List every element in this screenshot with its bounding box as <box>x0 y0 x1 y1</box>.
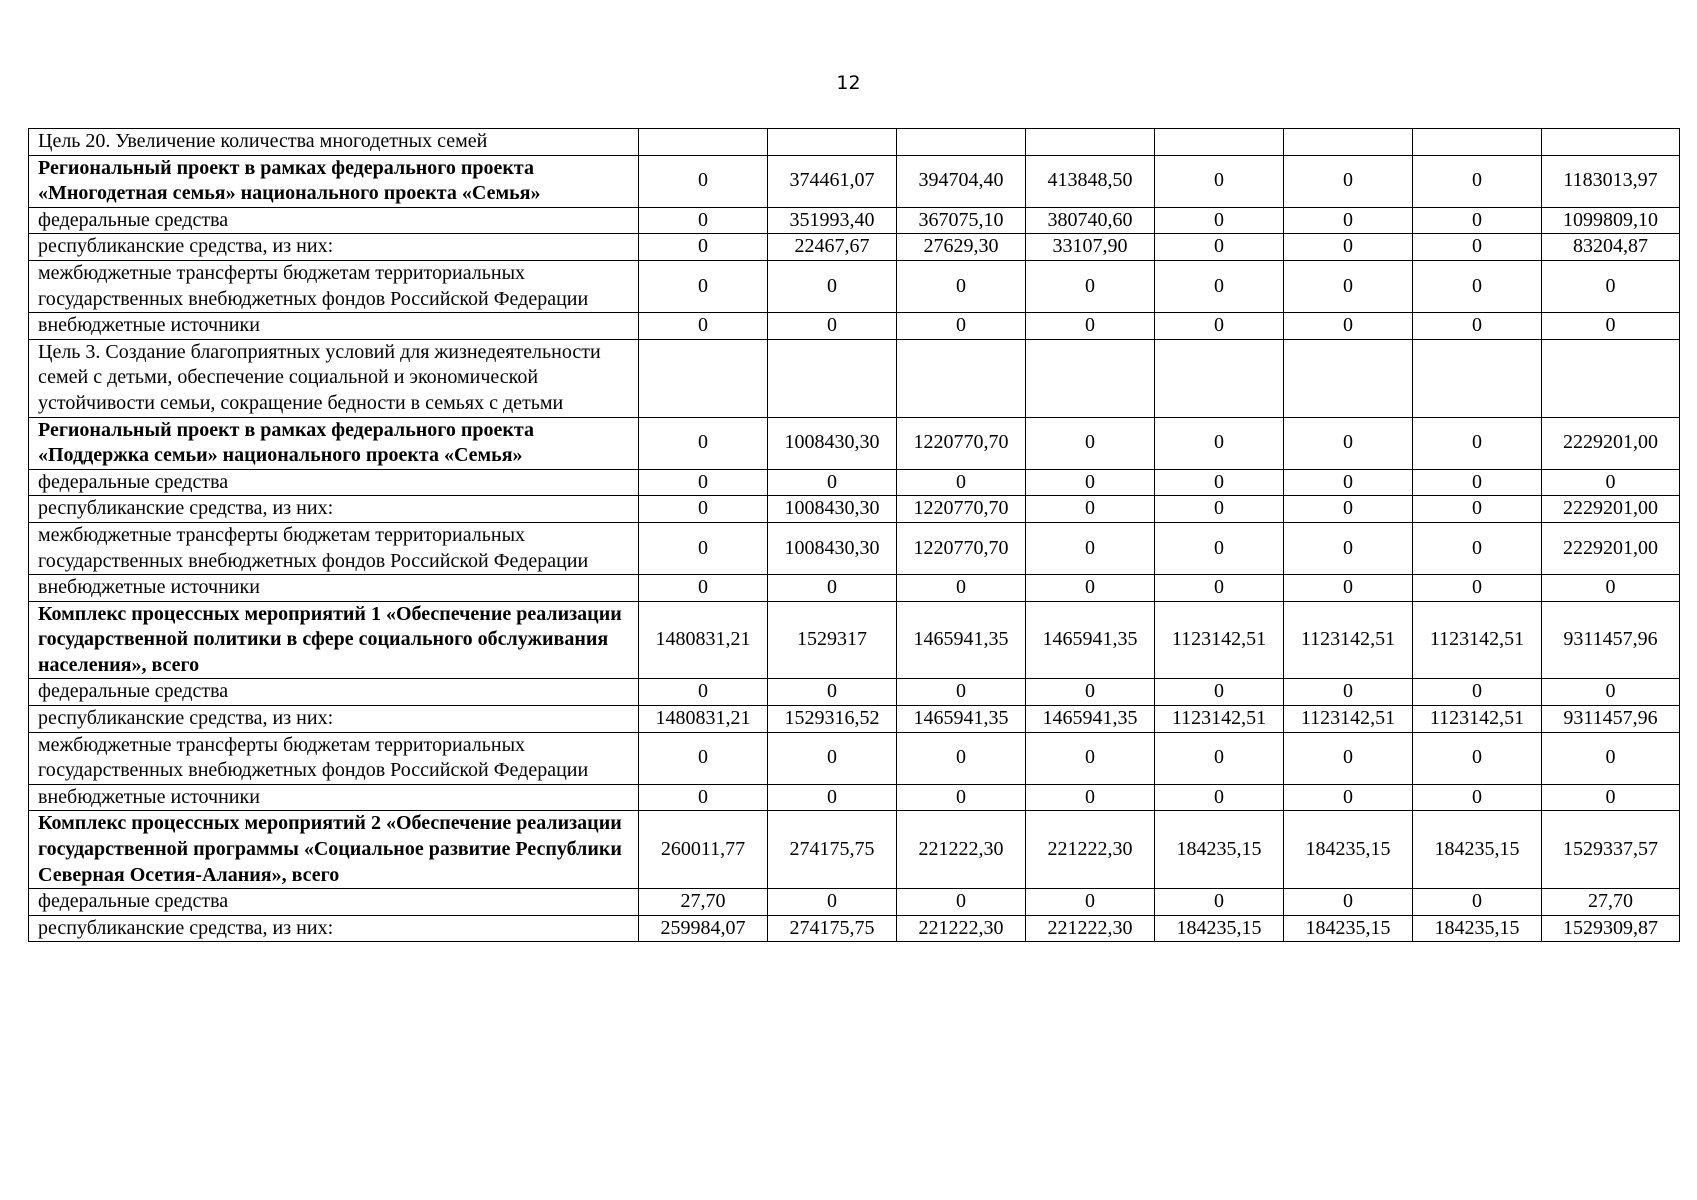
value-cell <box>768 339 897 417</box>
value-cell: 380740,60 <box>1026 207 1155 234</box>
table-row <box>29 469 1680 496</box>
value-cell: 0 <box>1026 260 1155 312</box>
value-cell: 1220770,70 <box>897 522 1026 574</box>
value-cell: 351993,40 <box>768 207 897 234</box>
value-cell: 1123142,51 <box>1155 706 1284 733</box>
value-cell: 0 <box>897 313 1026 340</box>
value-cell: 0 <box>1155 575 1284 602</box>
value-cell: 394704,40 <box>897 155 1026 207</box>
row-label: федеральные средства <box>29 469 639 496</box>
value-cell: 0 <box>639 496 768 523</box>
value-cell: 0 <box>768 575 897 602</box>
value-cell: 0 <box>1155 784 1284 811</box>
value-cell: 0 <box>639 313 768 340</box>
table-row <box>29 679 1680 706</box>
row-label: межбюджетные трансферты бюджетам территориальных государственных внебюджетных фондов Российской Федерации <box>29 522 639 574</box>
value-cell: 0 <box>1155 889 1284 916</box>
table-row <box>29 601 1680 679</box>
value-cell: 0 <box>1413 260 1542 312</box>
table-row <box>29 129 1680 156</box>
value-cell: 0 <box>1155 234 1284 261</box>
value-cell: 0 <box>1155 522 1284 574</box>
value-cell <box>1155 129 1284 156</box>
value-cell: 367075,10 <box>897 207 1026 234</box>
value-cell: 259984,07 <box>639 915 768 942</box>
value-cell: 0 <box>768 784 897 811</box>
value-cell: 0 <box>1155 417 1284 469</box>
value-cell: 1465941,35 <box>897 601 1026 679</box>
value-cell: 1123142,51 <box>1284 601 1413 679</box>
value-cell: 1465941,35 <box>1026 601 1155 679</box>
value-cell: 2229201,00 <box>1542 417 1680 469</box>
value-cell: 0 <box>1284 155 1413 207</box>
value-cell: 0 <box>1413 732 1542 784</box>
value-cell: 1529309,87 <box>1542 915 1680 942</box>
value-cell: 0 <box>1026 522 1155 574</box>
table-row <box>29 784 1680 811</box>
value-cell: 0 <box>1026 417 1155 469</box>
table-row <box>29 575 1680 602</box>
value-cell: 2229201,00 <box>1542 522 1680 574</box>
value-cell: 0 <box>1284 260 1413 312</box>
value-cell: 0 <box>897 469 1026 496</box>
value-cell: 9311457,96 <box>1542 706 1680 733</box>
value-cell: 0 <box>768 469 897 496</box>
value-cell: 0 <box>1284 207 1413 234</box>
value-cell: 0 <box>1026 575 1155 602</box>
budget-table <box>28 128 1680 942</box>
value-cell: 0 <box>1413 496 1542 523</box>
value-cell: 0 <box>1413 889 1542 916</box>
value-cell: 27,70 <box>1542 889 1680 916</box>
value-cell: 0 <box>1155 260 1284 312</box>
value-cell: 0 <box>1413 575 1542 602</box>
value-cell <box>639 339 768 417</box>
value-cell: 184235,15 <box>1155 915 1284 942</box>
value-cell: 1099809,10 <box>1542 207 1680 234</box>
table-row <box>29 417 1680 469</box>
value-cell: 0 <box>1284 522 1413 574</box>
value-cell: 2229201,00 <box>1542 496 1680 523</box>
value-cell: 0 <box>639 234 768 261</box>
value-cell: 0 <box>1284 889 1413 916</box>
value-cell: 274175,75 <box>768 811 897 889</box>
value-cell: 221222,30 <box>1026 915 1155 942</box>
value-cell: 274175,75 <box>768 915 897 942</box>
value-cell: 184235,15 <box>1155 811 1284 889</box>
value-cell <box>897 339 1026 417</box>
value-cell: 0 <box>768 260 897 312</box>
value-cell: 0 <box>1413 234 1542 261</box>
value-cell: 27,70 <box>639 889 768 916</box>
value-cell: 0 <box>1284 234 1413 261</box>
table-row <box>29 339 1680 417</box>
value-cell: 260011,77 <box>639 811 768 889</box>
value-cell: 1123142,51 <box>1413 601 1542 679</box>
value-cell: 0 <box>1155 496 1284 523</box>
table-row <box>29 522 1680 574</box>
value-cell: 0 <box>1026 496 1155 523</box>
table-row <box>29 207 1680 234</box>
value-cell: 1529337,57 <box>1542 811 1680 889</box>
value-cell: 1220770,70 <box>897 496 1026 523</box>
value-cell: 0 <box>1284 417 1413 469</box>
value-cell: 0 <box>1542 260 1680 312</box>
value-cell: 0 <box>1026 313 1155 340</box>
row-label: внебюджетные источники <box>29 784 639 811</box>
value-cell: 1480831,21 <box>639 706 768 733</box>
value-cell: 0 <box>1155 155 1284 207</box>
table-row <box>29 706 1680 733</box>
value-cell: 0 <box>1284 575 1413 602</box>
page-number: 12 <box>836 72 861 94</box>
value-cell: 0 <box>768 889 897 916</box>
value-cell: 0 <box>1413 155 1542 207</box>
value-cell: 0 <box>1542 575 1680 602</box>
value-cell: 0 <box>1155 469 1284 496</box>
value-cell: 0 <box>897 732 1026 784</box>
value-cell <box>1284 129 1413 156</box>
value-cell <box>1026 129 1155 156</box>
value-cell <box>1542 129 1680 156</box>
value-cell: 0 <box>1155 732 1284 784</box>
row-label: республиканские средства, из них: <box>29 234 639 261</box>
value-cell: 1529317 <box>768 601 897 679</box>
value-cell <box>1155 339 1284 417</box>
value-cell <box>1542 339 1680 417</box>
value-cell: 0 <box>1542 469 1680 496</box>
value-cell: 0 <box>1026 889 1155 916</box>
value-cell: 221222,30 <box>897 915 1026 942</box>
value-cell: 184235,15 <box>1284 915 1413 942</box>
row-label: Региональный проект в рамках федерального проекта «Многодетная семья» национального проекта «Семья» <box>29 155 639 207</box>
value-cell: 1123142,51 <box>1284 706 1413 733</box>
value-cell <box>639 129 768 156</box>
row-label: внебюджетные источники <box>29 575 639 602</box>
row-label: федеральные средства <box>29 679 639 706</box>
row-label: Цель 20. Увеличение количества многодетных семей <box>29 129 639 156</box>
value-cell: 0 <box>1542 732 1680 784</box>
value-cell: 1220770,70 <box>897 417 1026 469</box>
value-cell: 1465941,35 <box>1026 706 1155 733</box>
value-cell <box>1026 339 1155 417</box>
value-cell: 0 <box>1413 679 1542 706</box>
value-cell <box>768 129 897 156</box>
value-cell: 221222,30 <box>897 811 1026 889</box>
value-cell: 1480831,21 <box>639 601 768 679</box>
value-cell: 0 <box>1155 679 1284 706</box>
value-cell: 27629,30 <box>897 234 1026 261</box>
table-row <box>29 811 1680 889</box>
value-cell: 1123142,51 <box>1413 706 1542 733</box>
value-cell: 0 <box>1284 732 1413 784</box>
value-cell: 0 <box>1542 784 1680 811</box>
value-cell: 0 <box>639 417 768 469</box>
row-label: внебюджетные источники <box>29 313 639 340</box>
value-cell: 0 <box>897 575 1026 602</box>
value-cell: 413848,50 <box>1026 155 1155 207</box>
value-cell: 221222,30 <box>1026 811 1155 889</box>
table-row <box>29 889 1680 916</box>
value-cell: 0 <box>1155 207 1284 234</box>
value-cell: 0 <box>1026 784 1155 811</box>
value-cell: 1123142,51 <box>1155 601 1284 679</box>
value-cell: 33107,90 <box>1026 234 1155 261</box>
row-label: межбюджетные трансферты бюджетам территориальных государственных внебюджетных фондов Российской Федерации <box>29 732 639 784</box>
row-label: республиканские средства, из них: <box>29 706 639 733</box>
value-cell <box>1413 129 1542 156</box>
value-cell: 0 <box>768 679 897 706</box>
value-cell: 0 <box>1542 313 1680 340</box>
value-cell: 374461,07 <box>768 155 897 207</box>
table-row <box>29 496 1680 523</box>
value-cell: 0 <box>768 732 897 784</box>
value-cell: 83204,87 <box>1542 234 1680 261</box>
value-cell: 0 <box>1284 496 1413 523</box>
budget-table-body <box>29 129 1680 942</box>
value-cell: 184235,15 <box>1284 811 1413 889</box>
value-cell: 0 <box>639 732 768 784</box>
value-cell: 0 <box>1413 784 1542 811</box>
value-cell: 0 <box>1026 732 1155 784</box>
value-cell: 0 <box>1284 679 1413 706</box>
table-row <box>29 915 1680 942</box>
row-label: республиканские средства, из них: <box>29 915 639 942</box>
value-cell: 184235,15 <box>1413 915 1542 942</box>
value-cell: 1008430,30 <box>768 496 897 523</box>
value-cell: 22467,67 <box>768 234 897 261</box>
value-cell: 1183013,97 <box>1542 155 1680 207</box>
table-row <box>29 155 1680 207</box>
value-cell: 0 <box>1413 522 1542 574</box>
value-cell: 0 <box>897 889 1026 916</box>
value-cell: 0 <box>897 260 1026 312</box>
value-cell: 0 <box>897 784 1026 811</box>
value-cell: 0 <box>1413 207 1542 234</box>
table-row <box>29 313 1680 340</box>
value-cell: 184235,15 <box>1413 811 1542 889</box>
value-cell: 0 <box>639 784 768 811</box>
value-cell: 0 <box>1542 679 1680 706</box>
value-cell: 0 <box>1284 469 1413 496</box>
row-label: межбюджетные трансферты бюджетам территориальных государственных внебюджетных фондов Российской Федерации <box>29 260 639 312</box>
value-cell: 0 <box>639 522 768 574</box>
value-cell: 0 <box>1026 679 1155 706</box>
value-cell: 0 <box>897 679 1026 706</box>
value-cell: 1465941,35 <box>897 706 1026 733</box>
value-cell <box>897 129 1026 156</box>
table-row <box>29 260 1680 312</box>
value-cell: 1529316,52 <box>768 706 897 733</box>
value-cell <box>1413 339 1542 417</box>
row-label: федеральные средства <box>29 889 639 916</box>
table-row <box>29 732 1680 784</box>
value-cell: 0 <box>639 260 768 312</box>
table-row <box>29 234 1680 261</box>
value-cell: 0 <box>1413 313 1542 340</box>
row-label: федеральные средства <box>29 207 639 234</box>
value-cell: 0 <box>639 155 768 207</box>
value-cell: 9311457,96 <box>1542 601 1680 679</box>
value-cell: 0 <box>639 469 768 496</box>
value-cell: 0 <box>639 575 768 602</box>
value-cell: 0 <box>639 679 768 706</box>
value-cell: 0 <box>768 313 897 340</box>
row-label: Комплекс процессных мероприятий 2 «Обеспечение реализации государственной программы «Социальное развитие Республики Северная Осетия-Алания», всего <box>29 811 639 889</box>
value-cell: 1008430,30 <box>768 417 897 469</box>
value-cell: 0 <box>1284 784 1413 811</box>
value-cell <box>1284 339 1413 417</box>
value-cell: 0 <box>1026 469 1155 496</box>
value-cell: 0 <box>1413 469 1542 496</box>
row-label: Региональный проект в рамках федерального проекта «Поддержка семьи» национального проекта «Семья» <box>29 417 639 469</box>
value-cell: 0 <box>639 207 768 234</box>
row-label: республиканские средства, из них: <box>29 496 639 523</box>
row-label: Цель 3. Создание благоприятных условий для жизнедеятельности семей с детьми, обеспечение социальной и экономической устойчивости семьи, сокращение бедности в семьях с детьми <box>29 339 639 417</box>
value-cell: 1008430,30 <box>768 522 897 574</box>
value-cell: 0 <box>1155 313 1284 340</box>
value-cell: 0 <box>1284 313 1413 340</box>
value-cell: 0 <box>1413 417 1542 469</box>
row-label: Комплекс процессных мероприятий 1 «Обеспечение реализации государственной политики в сфере социального обслуживания населения», всего <box>29 601 639 679</box>
